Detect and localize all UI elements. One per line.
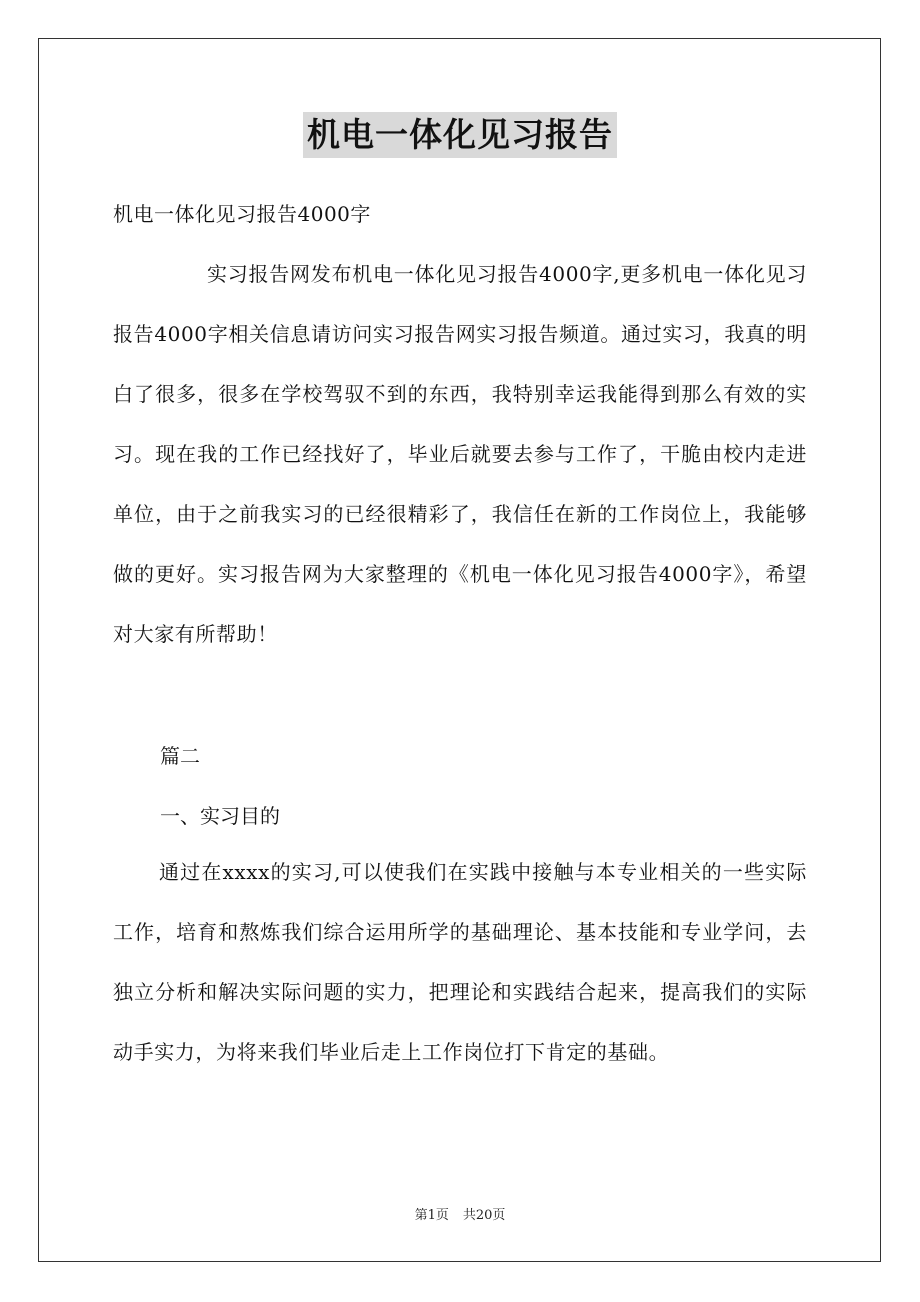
page-footer: [0, 1207, 920, 1225]
document-title-wrapper: [0, 112, 920, 158]
page-number-total: 共20页: [462, 1208, 506, 1223]
document-title: 机电一体化见习报告: [303, 112, 617, 158]
document-subtitle: 机电一体化见习报告4000字: [113, 202, 371, 226]
purpose-paragraph: 通过在xxxx的实习,可以使我们在实践中接触与本专业相关的一些实际工作，培育和熬炼我们综合运用所学的基础理论、基本技能和专业学问，去独立分析和解决实际问题的实力，把理论和实践结合起来，提高我们的实际动手实力，为将来我们毕业后走上工作岗位打下肯定的基础。: [113, 860, 807, 1064]
section-label: 篇二: [160, 744, 200, 768]
page-number-current: 第1页: [414, 1208, 449, 1223]
intro-paragraph: 实习报告网发布机电一体化见习报告4000字,更多机电一体化见习报告4000字相关信息请访问实习报告网实习报告频道。通过实习，我真的明白了很多，很多在学校驾驭不到的东西，我特别幸运我能得到那么有效的实习。现在我的工作已经找好了，毕业后就要去参与工作了，干脆由校内走进单位，由于之前我实习的已经很精彩了，我信任在新的工作岗位上，我能够做的更好。实习报告网为大家整理的《机电一体化见习报告4000字》，希望对大家有所帮助！: [113, 262, 807, 646]
section-heading: 一、实习目的: [160, 804, 280, 828]
